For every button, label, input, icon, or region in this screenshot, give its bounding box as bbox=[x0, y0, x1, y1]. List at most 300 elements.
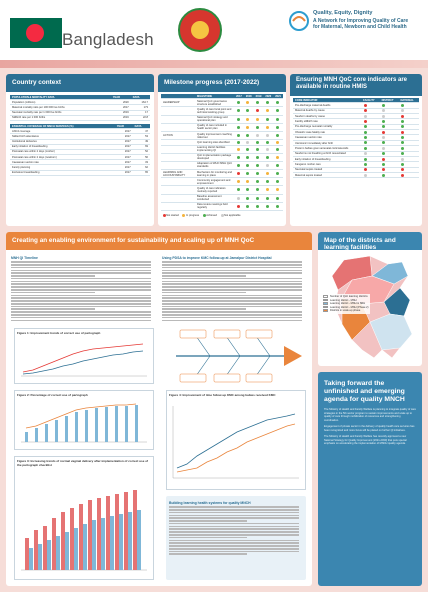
milestone-status-cell bbox=[273, 202, 283, 210]
text-line bbox=[162, 303, 302, 305]
milestone-group-cell bbox=[161, 202, 195, 210]
status-dot-icon bbox=[256, 180, 259, 183]
status-dot-icon bbox=[246, 188, 249, 191]
country-context-title: Country context bbox=[6, 74, 154, 92]
indicator-name-cell: Maternal sepsis treated bbox=[293, 173, 361, 178]
chart3-graphic bbox=[15, 468, 151, 576]
status-dot-icon bbox=[237, 126, 240, 129]
text-line bbox=[11, 278, 151, 280]
status-dot-icon bbox=[382, 147, 385, 150]
fishbone-diagram bbox=[166, 328, 306, 384]
table-cell: Neonatal mortality rate per 1 000 live births bbox=[10, 110, 111, 115]
table-cell: 2017 bbox=[115, 160, 133, 165]
indicator-name-cell: Obstetric case fatality rate bbox=[293, 130, 361, 135]
status-dot-icon bbox=[256, 134, 259, 137]
milestone-row bbox=[161, 123, 283, 131]
status-dot-icon bbox=[276, 134, 279, 137]
status-dot-icon bbox=[276, 172, 279, 175]
text-line bbox=[11, 300, 151, 302]
status-dot-icon bbox=[246, 126, 249, 129]
status-dot-icon bbox=[401, 115, 404, 118]
table-cell: 2017 bbox=[115, 144, 133, 149]
indicator-name-cell: Pre-discharge maternal deaths bbox=[293, 103, 361, 108]
milestone-row bbox=[161, 107, 283, 115]
status-dot-icon bbox=[382, 136, 385, 139]
table-cell: 2017 bbox=[115, 170, 133, 175]
status-dot-icon bbox=[246, 156, 249, 159]
text-line bbox=[162, 278, 302, 280]
map-legend-label: Learning district - MNH & SRH bbox=[330, 302, 366, 306]
status-dot-icon bbox=[246, 141, 249, 144]
indicator-name-cell: Maternal deaths by cause bbox=[293, 108, 361, 113]
milestone-status-cell bbox=[273, 145, 283, 153]
milestone-status-cell bbox=[244, 123, 254, 131]
milestone-status-cell bbox=[254, 161, 264, 169]
milestone-row bbox=[161, 115, 283, 123]
map-legend-label: Number of QoC learning districts bbox=[330, 295, 368, 298]
milestone-item-cell: QoC implementation package developed bbox=[195, 153, 234, 161]
status-dot-icon bbox=[382, 109, 385, 112]
milestone-item-cell: Quality of care focal point and technical working group bbox=[195, 107, 234, 115]
status-dot-icon bbox=[276, 180, 279, 183]
learning-systems-text-lines bbox=[169, 506, 303, 555]
status-dot-icon bbox=[401, 125, 404, 128]
status-dot-icon bbox=[364, 115, 367, 118]
chart-partograph-trend bbox=[14, 328, 154, 384]
status-dot-icon bbox=[256, 148, 259, 151]
status-dot-icon bbox=[382, 152, 385, 155]
milestone-row bbox=[161, 186, 283, 194]
text-line bbox=[162, 275, 246, 277]
status-dot-icon bbox=[266, 172, 269, 175]
table-cell: 2019 bbox=[111, 110, 131, 115]
milestone-status-cell bbox=[273, 170, 283, 178]
milestone-row bbox=[161, 145, 283, 153]
milestone-item-cell: Quality of care indicators routinely reported bbox=[195, 186, 234, 194]
milestone-row bbox=[161, 202, 283, 210]
milestone-header-cell: MILESTONE bbox=[195, 94, 234, 99]
status-dot-icon bbox=[364, 136, 367, 139]
milestone-status-cell bbox=[273, 99, 283, 107]
status-dot-icon bbox=[401, 120, 404, 123]
status-dot-icon bbox=[237, 101, 240, 104]
milestone-status-cell bbox=[244, 131, 254, 139]
milestone-group-cell bbox=[161, 153, 195, 161]
text-line bbox=[169, 545, 299, 547]
text-line bbox=[162, 281, 302, 283]
text-line bbox=[11, 306, 151, 308]
milestone-status-cell bbox=[254, 194, 264, 202]
status-dot-icon bbox=[364, 120, 367, 123]
milestone-status-cell bbox=[254, 107, 264, 115]
status-dot-icon bbox=[401, 104, 404, 107]
milestone-status-cell bbox=[254, 123, 264, 131]
status-dot-icon bbox=[382, 125, 385, 128]
legend-swatch-icon bbox=[323, 299, 328, 302]
text-line bbox=[11, 281, 151, 283]
pdsa-text-lines bbox=[162, 261, 307, 321]
status-dot-icon bbox=[246, 197, 249, 200]
status-dot-icon bbox=[237, 205, 240, 208]
status-dot-icon bbox=[246, 205, 249, 208]
milestone-status-cell bbox=[244, 194, 254, 202]
milestone-grid bbox=[161, 94, 283, 211]
status-dot-icon bbox=[246, 134, 249, 137]
milestone-status-cell bbox=[273, 115, 283, 123]
text-line bbox=[162, 289, 302, 291]
milestone-group-cell bbox=[161, 161, 195, 169]
milestone-status-cell bbox=[263, 161, 273, 169]
status-dot-icon bbox=[382, 120, 385, 123]
chart1-graphic bbox=[15, 336, 151, 380]
milestone-status-cell bbox=[244, 170, 254, 178]
indicator-status-cell bbox=[399, 173, 419, 178]
status-dot-icon bbox=[266, 205, 269, 208]
text-line bbox=[11, 267, 151, 269]
milestone-legend-item bbox=[182, 214, 199, 218]
status-dot-icon bbox=[266, 126, 269, 129]
milestone-header-cell: 2021 bbox=[273, 94, 283, 99]
text-line bbox=[162, 264, 302, 266]
status-dot-icon bbox=[246, 109, 249, 112]
chart4-graphic bbox=[167, 398, 303, 484]
status-dot-icon bbox=[401, 136, 404, 139]
indicator-row bbox=[293, 173, 419, 178]
table-cell: 2017 bbox=[115, 165, 133, 170]
indicator-name-cell: Kangaroo mother care bbox=[293, 162, 361, 167]
status-dot-icon bbox=[266, 101, 269, 104]
table-cell: Institutional deliveries bbox=[10, 139, 115, 144]
status-dot-icon bbox=[246, 101, 249, 104]
milestone-status-cell bbox=[273, 131, 283, 139]
forward-paragraph-1: The Ministry of Health and Family Welfare is planning to integrate quality of care strategies in the 5th sector program to sustain improvements and scale up to quality of care through mobilization of resources and strengthening coordination. bbox=[324, 408, 416, 422]
milestone-status-cell bbox=[254, 131, 264, 139]
table-cell: 52 bbox=[133, 149, 150, 154]
milestone-status-cell bbox=[234, 107, 244, 115]
text-line bbox=[162, 283, 302, 285]
milestone-status-cell bbox=[244, 107, 254, 115]
milestone-status-cell bbox=[263, 170, 273, 178]
status-dot-icon bbox=[401, 174, 404, 177]
milestone-row bbox=[161, 178, 283, 186]
status-dot-icon bbox=[276, 156, 279, 159]
map-legend-label: Districts in scale-up phase bbox=[330, 309, 361, 313]
status-dot-icon bbox=[276, 126, 279, 129]
chart-partograph-percentage bbox=[14, 390, 154, 450]
milestone-panel bbox=[158, 74, 286, 226]
milestone-status-cell bbox=[254, 202, 264, 210]
status-dot-icon bbox=[401, 158, 404, 161]
text-line bbox=[169, 515, 299, 517]
table-header-cell: DATA bbox=[131, 95, 150, 100]
text-line bbox=[162, 267, 302, 269]
indicator-status-cell bbox=[361, 173, 379, 178]
map-panel bbox=[318, 232, 422, 366]
milestone-status-cell bbox=[263, 178, 273, 186]
text-line bbox=[162, 297, 302, 299]
status-dot-icon bbox=[276, 164, 279, 167]
legend-label: Achieved bbox=[206, 214, 217, 218]
status-dot-icon bbox=[364, 158, 367, 161]
milestone-status-cell bbox=[234, 161, 244, 169]
milestone-status-cell bbox=[254, 145, 264, 153]
milestone-item-cell: Mechanism for monitoring and learning in place bbox=[195, 170, 234, 178]
chart2-title: Figure 2: Percentage of correct use of partograph bbox=[17, 392, 88, 397]
milestone-status-cell bbox=[273, 161, 283, 169]
milestone-status-cell bbox=[263, 145, 273, 153]
legend-label: Not started bbox=[166, 214, 179, 218]
text-line bbox=[162, 295, 302, 297]
text-line bbox=[169, 526, 299, 528]
table-cell: Early initiation of breastfeeding bbox=[10, 144, 115, 149]
chart1-title: Figure 1: Improvement trends of correct use of partograph bbox=[17, 330, 101, 335]
milestone-group-cell bbox=[161, 107, 195, 115]
milestone-status-cell bbox=[263, 202, 273, 210]
table-cell: 2017 bbox=[115, 149, 133, 154]
milestone-status-cell bbox=[234, 99, 244, 107]
chart3-title: Figure 3: Increasing trends of normal vaginal delivery after implementation of correct use of the partograph checklist bbox=[17, 458, 149, 467]
status-dot-icon bbox=[256, 156, 259, 159]
status-dot-icon bbox=[401, 147, 404, 150]
table-row bbox=[10, 115, 150, 120]
milestone-status-cell bbox=[244, 145, 254, 153]
milestone-row bbox=[161, 194, 283, 202]
flag-icon bbox=[10, 18, 62, 48]
text-line bbox=[11, 286, 151, 288]
text-line bbox=[169, 528, 299, 530]
pdsa-section bbox=[162, 254, 307, 322]
indicator-status-cell bbox=[380, 173, 399, 178]
table-cell: Stillbirth rate per 1 000 births bbox=[10, 115, 111, 120]
indicator-header-cell: CORE INDICATOR bbox=[293, 98, 361, 103]
text-line bbox=[11, 292, 95, 294]
milestone-item-cell: Adaptation of WHO MNH QoC standards bbox=[197, 162, 233, 169]
table-cell: Family planning bbox=[10, 165, 115, 170]
status-dot-icon bbox=[246, 180, 249, 183]
indicator-name-cell: Preterm babies given antenatal corticosteroids bbox=[293, 146, 361, 151]
text-line bbox=[169, 512, 299, 514]
population-table bbox=[10, 95, 150, 121]
enabling-panel bbox=[6, 232, 312, 586]
table-cell: 47 bbox=[133, 129, 150, 134]
network-line-1: A Network for Improving Quality of Care bbox=[313, 18, 409, 24]
map-legend-label: Learning district - MNH (Phase 2) bbox=[330, 305, 369, 309]
milestone-status-cell bbox=[263, 194, 273, 202]
table-cell: 56 bbox=[133, 155, 150, 160]
status-dot-icon bbox=[256, 101, 259, 104]
status-dot-icon bbox=[401, 109, 404, 112]
status-dot-icon bbox=[401, 152, 404, 155]
text-line bbox=[169, 553, 247, 555]
milestone-item-cell: National QoC governance structure established bbox=[195, 99, 234, 107]
table-header-cell: YEAR bbox=[115, 124, 133, 129]
chart-normal-delivery bbox=[14, 456, 154, 580]
text-line bbox=[162, 311, 302, 313]
text-line bbox=[169, 537, 247, 539]
legend-swatch-icon bbox=[323, 295, 328, 298]
milestone-status-cell bbox=[263, 115, 273, 123]
forward-paragraph-2: Engagement of private sector in the delivery of quality health care services has been recognized and more focus will be placed on further QI initiatives. bbox=[324, 425, 415, 432]
indicator-name-cell: Caesarean section rate bbox=[293, 135, 361, 140]
milestone-group-cell bbox=[161, 194, 195, 202]
milestone-status-cell bbox=[254, 186, 264, 194]
table-cell: Exclusive breastfeeding bbox=[10, 170, 115, 175]
status-dot-icon bbox=[266, 134, 269, 137]
status-dot-icon bbox=[382, 141, 385, 144]
table-cell: 2017 bbox=[115, 139, 133, 144]
milestone-item-cell: Quality of care included in health sector plan bbox=[195, 123, 234, 131]
milestone-status-cell bbox=[234, 145, 244, 153]
text-line bbox=[11, 264, 151, 266]
milestone-status-cell bbox=[234, 170, 244, 178]
milestone-status-cell bbox=[273, 153, 283, 161]
status-dot-icon bbox=[401, 141, 404, 144]
status-dot-icon bbox=[276, 148, 279, 151]
text-line bbox=[162, 317, 302, 319]
country-context-panel bbox=[6, 74, 154, 226]
status-dot-icon bbox=[237, 172, 240, 175]
status-dot-icon bbox=[237, 188, 240, 191]
text-line bbox=[169, 542, 299, 544]
status-dot-icon bbox=[364, 163, 367, 166]
milestone-status-cell bbox=[244, 115, 254, 123]
indicator-name-cell: Facility stillbirth rate bbox=[293, 119, 361, 124]
milestone-status-cell bbox=[273, 186, 283, 194]
status-dot-icon bbox=[266, 109, 269, 112]
legend-label: In progress bbox=[186, 214, 200, 218]
pdsa-heading: Using PDSA to improve KMC follow-up at Jamalpur District Hospital bbox=[162, 256, 272, 260]
milestone-item-cell: Learning district facilities implementing QI bbox=[195, 145, 234, 153]
legend-swatch-icon bbox=[323, 309, 328, 312]
status-dot-icon bbox=[246, 148, 249, 151]
indicator-name-cell: Newborn deaths by cause bbox=[293, 113, 361, 118]
text-line bbox=[11, 275, 95, 277]
milestone-status-cell bbox=[273, 123, 283, 131]
milestone-status-cell bbox=[234, 178, 244, 186]
table-cell: Caesarean section rate bbox=[10, 160, 115, 165]
status-dot-icon bbox=[246, 164, 249, 167]
indicator-header-cell: DISTRICT bbox=[380, 98, 399, 103]
milestone-group-cell bbox=[161, 123, 195, 131]
coverage-table bbox=[10, 124, 150, 176]
text-line bbox=[11, 320, 151, 322]
text-line bbox=[162, 314, 302, 316]
forward-title: Taking forward the unfinished and emerging agenda for quality MNCH bbox=[324, 380, 405, 403]
milestone-status-cell bbox=[263, 186, 273, 194]
network-line-2: for Maternal, Newborn and Child Health bbox=[313, 24, 407, 30]
milestone-header-cell: 2018 bbox=[245, 94, 252, 98]
map-legend bbox=[322, 294, 370, 314]
status-dot-icon bbox=[237, 148, 240, 151]
milestone-status-cell bbox=[254, 115, 264, 123]
milestone-row bbox=[161, 161, 283, 169]
text-line bbox=[11, 283, 151, 285]
poster-header bbox=[0, 0, 428, 68]
text-line bbox=[169, 551, 299, 553]
header-band bbox=[0, 60, 428, 68]
text-line bbox=[11, 314, 151, 316]
milestone-status-cell bbox=[263, 99, 273, 107]
text-line bbox=[11, 303, 151, 305]
table-cell: Population (millions) bbox=[10, 100, 111, 105]
map-title: Map of the districts and learning facilities bbox=[318, 232, 422, 250]
text-line bbox=[11, 289, 151, 291]
status-dot-icon bbox=[237, 141, 240, 144]
status-dot-icon bbox=[276, 141, 279, 144]
indicator-name-cell: Neonatal sepsis treated bbox=[293, 167, 361, 172]
milestone-status-cell bbox=[244, 161, 254, 169]
status-dot-icon bbox=[364, 104, 367, 107]
status-dot-icon bbox=[237, 134, 240, 137]
table-cell: Postnatal care within 2 days (mother) bbox=[10, 149, 115, 154]
milestone-status-cell bbox=[254, 170, 264, 178]
chart4-title: Figure 4: Improvement of time follow-up KMC among babies received KMC bbox=[169, 392, 276, 397]
status-dot-icon bbox=[382, 104, 385, 107]
text-line bbox=[162, 308, 246, 310]
milestone-legend-item bbox=[220, 214, 241, 218]
status-dot-icon bbox=[266, 164, 269, 167]
chart-kmc-followup bbox=[166, 390, 306, 490]
status-dot-icon bbox=[246, 172, 249, 175]
text-line bbox=[169, 520, 247, 522]
status-dot-icon bbox=[237, 156, 240, 159]
enabling-title: Creating an enabling environment for sustainability and scaling up of MNH QoC bbox=[6, 232, 312, 250]
text-line bbox=[162, 306, 302, 308]
table-cell: 2020 bbox=[111, 100, 131, 105]
legend-label: Not applicable bbox=[224, 214, 241, 218]
milestone-status-cell bbox=[244, 186, 254, 194]
milestone-status-cell bbox=[234, 153, 244, 161]
milestone-status-cell bbox=[254, 99, 264, 107]
timeline-section bbox=[11, 254, 156, 322]
milestone-item-cell: Baseline assessment conducted bbox=[195, 194, 234, 202]
status-dot-icon bbox=[256, 141, 259, 144]
table-cell: 173 bbox=[131, 105, 150, 110]
chart2-graphic bbox=[15, 398, 151, 446]
indicator-name-cell: Early initiation of breastfeeding bbox=[293, 156, 361, 161]
text-line bbox=[169, 517, 299, 519]
milestone-table bbox=[158, 92, 286, 213]
milestone-status-cell bbox=[234, 186, 244, 194]
table-cell: 62 bbox=[133, 165, 150, 170]
status-dot-icon bbox=[266, 180, 269, 183]
milestone-group-cell: LEADERSHIP bbox=[161, 99, 195, 107]
status-dot-icon bbox=[382, 163, 385, 166]
indicators-title: Ensuring MNH QoC core indicators are available in routine HMIS bbox=[290, 74, 422, 96]
status-dot-icon bbox=[364, 152, 367, 155]
text-line bbox=[162, 261, 302, 263]
timeline-text-lines bbox=[11, 261, 156, 321]
status-dot-icon bbox=[237, 118, 240, 121]
text-line bbox=[169, 540, 299, 542]
status-dot-icon bbox=[364, 147, 367, 150]
status-dot-icon bbox=[364, 125, 367, 128]
milestone-status-cell bbox=[254, 153, 264, 161]
milestone-status-cell bbox=[263, 131, 273, 139]
table-cell: ANC4 coverage bbox=[10, 129, 115, 134]
network-tagline: Quality, Equity, Dignity bbox=[313, 10, 373, 16]
text-line bbox=[169, 548, 299, 550]
map-legend-item bbox=[323, 309, 369, 313]
text-line bbox=[169, 506, 299, 508]
learning-systems-heading: Building learning health systems for quality MNCH bbox=[169, 501, 251, 505]
status-dot-icon bbox=[266, 118, 269, 121]
milestone-status-cell bbox=[234, 115, 244, 123]
table-cell: 2017 bbox=[115, 134, 133, 139]
milestone-status-cell bbox=[273, 194, 283, 202]
milestone-group-cell: ACTION bbox=[161, 131, 195, 139]
milestone-legend bbox=[158, 213, 286, 219]
